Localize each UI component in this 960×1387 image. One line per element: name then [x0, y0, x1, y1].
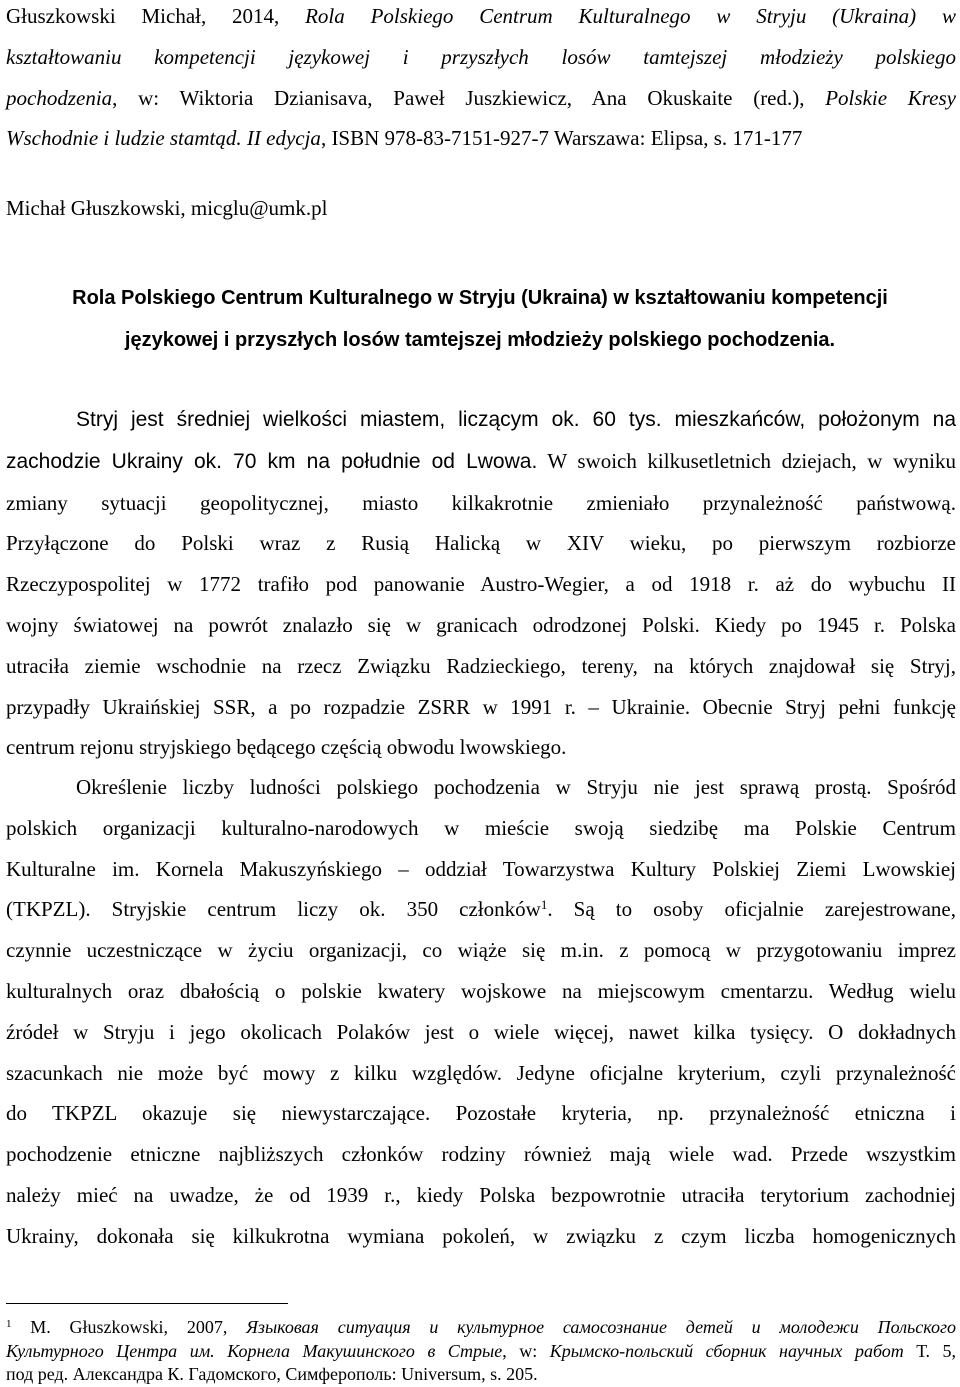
article-title-line2: językowej i przyszłych losów tamtejszej młodzieży polskiego pochodzenia. [124, 329, 836, 351]
citation-line: pochodzenia, w: Wiktoria Dzianisava, Paweł Juszkiewicz, Ana Okuskaite (red.), Polskie Kresy [6, 85, 956, 110]
author-line: Michał Głuszkowski, micglu@umk.pl [6, 196, 328, 220]
footnote: $^1$ M. Głuszkowski, 2007, Языковая ситуация и культурное самосознание детей и молодежи Польского Культурного Центра им. Корнела Макушинского в Стрые, w: Крымско-польский сборник научных работ Т. 5, под ред. Александра К. Гадомского, Симферополь: Universum, s. 205. [6, 1317, 956, 1384]
citation-line: Głuszkowski Michał, 2014, Rola Polskiego Centrum Kulturalnego w Stryju (Ukraina) w [6, 4, 956, 28]
citation-block [6, 0, 956, 159]
footnote-ref[interactable]: 1 [540, 897, 548, 913]
citation-line: Wschodnie i ludzie stamtąd. II edycja, ISBN 978-83-7151-927-7 Warszawa: Elipsa, s. 171-177 [6, 126, 803, 151]
citation-line: kształtowaniu kompetencji językowej i przyszłych losów tamtejszej młodzieży polskiego [6, 44, 956, 69]
article-title-line1: Rola Polskiego Centrum Kulturalnego w Stryju (Ukraina) w kształtowaniu kompetencji [72, 287, 888, 309]
footnote-separator [6, 1303, 288, 1304]
paragraph-1: Stryj jest średniej wielkości miastem, liczącym ok. 60 tys. mieszkańców, położonym na zachodzie Ukrainy ok. 70 km na południe od Lwowa. W swoich kilkusetletnich dziejach, w wyniku zmiany sytuacji geopolitycznej, miasto kilkakrotnie zmieniało przynależność państwową. Przyłączone do Polski wraz z Rusią Halicką w XIV wieku, po pierwszym rozbiorze Rzeczypospolitej w 1772 trafiło pod panowanie Austro-Wegier, a od 1918 r. aż do wybuchu II wojny światowej na powrót znalazło się w granicach odrodzonej Polski. Kiedy po 1945 r. Polska utraciła ziemie wschodnie na rzecz Związku Radzieckiego, tereny, na których znajdował się Stryj, przypadły Ukraińskiej SSR, a po rozpadzie ZSRR w 1991 r. – Ukrainie. Obecnie Stryj pełni funkcję centrum rejonu stryjskiego będącego częścią obwodu lwowskiego. [6, 408, 956, 760]
paragraph-2: Określenie liczby ludności polskiego pochodzenia w Stryju nie jest sprawą prostą. Spośród polskich organizacji kulturalno-narodowych w mieście swoją siedzibę ma Polskie Centrum Kulturalne im. Kornela Makuszyńskiego – oddział Towarzystwa Kultury Polskiej Ziemi Lwowskiej (TKPZL). Stryjskie centrum liczy ok. 350 członków$^1$. Są to osoby oficjalnie zarejestrowane, czynnie uczestniczące w życiu organizacji, co wiąże się m.in. z pomocą w przygotowaniu imprez kulturalnych oraz dbałością o polskie kwatery wojskowe na miejscowym cmentarzu. Według wielu źródeł w Stryju i jego okolicach Polaków jest o wiele więcej, nawet kilka tysięcy. O dokładnych szacunkach nie może być mowy z kilku względów. Jedyne oficjalne kryterium, czyli przynależność do TKPZL okazuje się niewystarczające. Pozostałe kryteria, np. przynależność etniczna i pochodzenie etniczne najbliższych członków rodziny również mają wiele wad. Przede wszystkim należy mieć na uwadze, że od 1939 r., kiedy Polska bezpowrotnie utraciła terytorium zachodniej Ukrainy, dokonała się kilkukrotna wymiana pokoleń, w związku z czym liczba homogenicznych [6, 775, 956, 1248]
